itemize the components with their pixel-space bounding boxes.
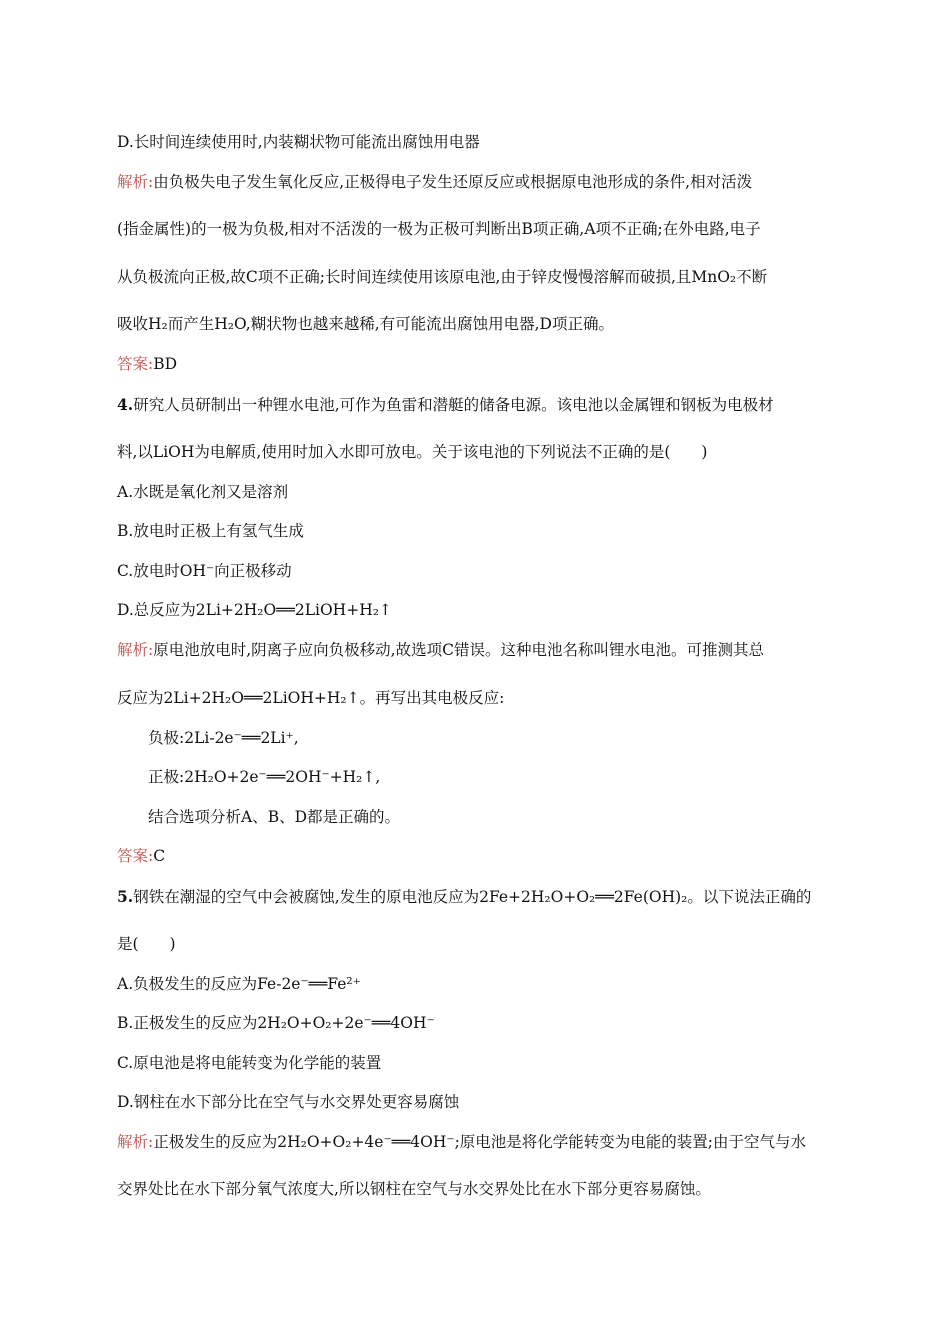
- q3-analysis-line-4: 吸收H₂而产生H₂O,糊状物也越来越稀,有可能流出腐蚀用电器,D项正确。: [117, 315, 614, 333]
- q5-option-a: A.负极发生的反应为Fe-2e⁻══Fe²⁺: [117, 975, 361, 993]
- q5-option-c: C.原电池是将电能转变为化学能的装置: [117, 1054, 382, 1072]
- q4-option-c: C.放电时OH⁻向正极移动: [117, 562, 292, 580]
- q5-analysis-line-1: [117, 1131, 840, 1153]
- answer-value: BD: [153, 355, 178, 373]
- q4-positive-electrode: 正极:2H₂O+2e⁻══2OH⁻+H₂↑,: [148, 768, 381, 786]
- q3-analysis-line-1: [117, 171, 840, 193]
- q4-analysis-line-2: 反应为2Li+2H₂O══2LiOH+H₂↑。再写出其电极反应:: [117, 689, 505, 707]
- q3-answer: [117, 353, 840, 375]
- analysis-text: 由负极失电子发生氧化反应,正极得电子发生还原反应或根据原电池形成的条件,相对活泼: [153, 173, 753, 191]
- q3-analysis-line-2: (指金属性)的一极为负极,相对不活泼的一极为正极可判断出B项正确,A项不正确;在外电路,电子: [117, 220, 761, 238]
- analysis-label: 解析:: [117, 173, 154, 191]
- question-number: 4.: [117, 395, 134, 414]
- q4-negative-electrode: 负极:2Li-2e⁻══2Li⁺,: [148, 729, 299, 747]
- q3-analysis-line-3: 从负极流向正极,故C项不正确;长时间连续使用该原电池,由于锌皮慢慢溶解而破损,且MnO₂不断: [117, 268, 768, 286]
- analysis-label: 解析:: [117, 641, 154, 659]
- analysis-label: 解析:: [117, 1133, 154, 1151]
- analysis-text: 正极发生的反应为2H₂O+O₂+4e⁻══4OH⁻;原电池是将化学能转变为电能的装置;由于空气与水: [153, 1133, 807, 1151]
- analysis-text: 原电池放电时,阴离子应向负极移动,故选项C错误。这种电池名称叫锂水电池。可推测其总: [153, 641, 764, 659]
- q4-answer: [117, 845, 840, 867]
- answer-label: 答案:: [117, 847, 154, 865]
- q4-conclusion: 结合选项分析A、B、D都是正确的。: [148, 808, 401, 826]
- q5-stem-line-2: 是( ): [117, 935, 176, 953]
- answer-label: 答案:: [117, 355, 154, 373]
- question-number: 5.: [117, 887, 134, 906]
- q4-analysis-line-1: [117, 639, 840, 661]
- q5-analysis-line-2: 交界处比在水下部分氧气浓度大,所以钢柱在空气与水交界处比在水下部分更容易腐蚀。: [117, 1180, 711, 1198]
- q3-option-d: D.长时间连续使用时,内装糊状物可能流出腐蚀用电器: [117, 133, 480, 151]
- q4-option-b: B.放电时正极上有氢气生成: [117, 522, 304, 540]
- q4-stem-line-2: 料,以LiOH为电解质,使用时加入水即可放电。关于该电池的下列说法不正确的是( ): [117, 443, 708, 461]
- q5-option-b: B.正极发生的反应为2H₂O+O₂+2e⁻══4OH⁻: [117, 1014, 435, 1032]
- q4-option-d: D.总反应为2Li+2H₂O══2LiOH+H₂↑: [117, 601, 392, 619]
- q4-stem-line-1: [117, 394, 840, 416]
- q4-option-a: A.水既是氧化剂又是溶剂: [117, 483, 289, 501]
- question-text: 钢铁在潮湿的空气中会被腐蚀,发生的原电池反应为2Fe+2H₂O+O₂══2Fe(OH)₂。以下说法正确的: [133, 888, 812, 906]
- q5-option-d: D.钢柱在水下部分比在空气与水交界处更容易腐蚀: [117, 1093, 460, 1111]
- answer-value: C: [153, 847, 166, 865]
- q5-stem-line-1: [117, 886, 840, 908]
- question-text: 研究人员研制出一种锂水电池,可作为鱼雷和潜艇的储备电源。该电池以金属锂和钢板为电极材: [133, 396, 774, 414]
